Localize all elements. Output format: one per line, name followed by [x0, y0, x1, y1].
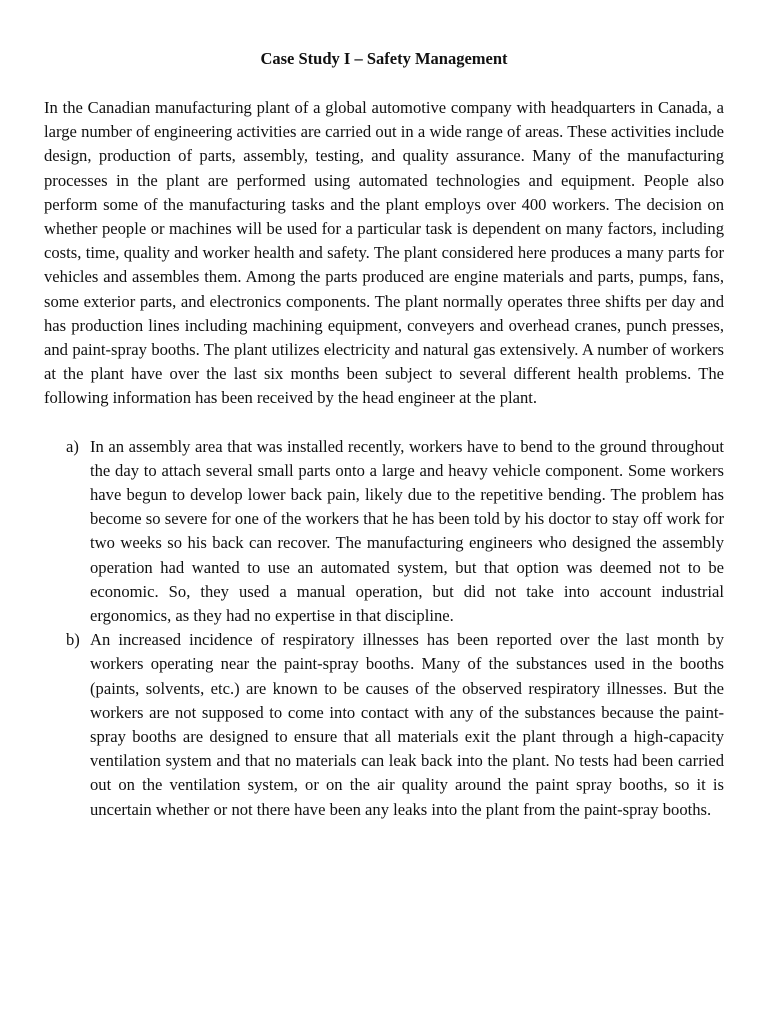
document-page — [44, 48, 724, 822]
list-item-text: In an assembly area that was installed recently, workers have to bend to the ground throughout the day to attach several small parts onto a large and heavy vehicle component. Some workers have begun to develop lower back pain, likely due to the repetitive bending. The problem has become so severe for one of the workers that he has been told by his doctor to stay off work for two weeks so his back can recover. The manufacturing engineers who designed the assembly operation had wanted to use an automated system, but that option was deemed not to be economic. So, they used a manual operation, but did not take into account industrial ergonomics, as they had no expertise in that discipline. — [90, 436, 724, 626]
case-list — [44, 435, 724, 822]
list-item-b — [44, 628, 724, 822]
document-title: Case Study I – Safety Management — [260, 49, 508, 68]
list-marker: a) — [66, 436, 79, 456]
list-marker: b) — [66, 630, 80, 650]
list-item-text: An increased incidence of respiratory illnesses has been reported over the last month by workers operating near the paint-spray booths. Many of the substances used in the booths (paints, solvents, etc.) are known to be causes of the observed respiratory illnesses. But the workers are not supposed to come into contact with any of the substances because the paint-spray booths are designed to ensure that all materials exit the plant through a high-capacity ventilation system and that no materials can leak back into the plant. No tests had been carried out on the ventilation system, or on the air quality around the paint spray booths, so it is uncertain whether or not there have been any leaks into the plant from the paint-spray booths. — [90, 630, 724, 819]
intro-paragraph: In the Canadian manufacturing plant of a global automotive company with headquarters in Canada, a large number of engineering activities are carried out in a wide range of areas. These activities include design, production of parts, assembly, testing, and quality assurance. Many of the manufacturing processes in the plant are performed using automated technologies and equipment. People also perform some of the manufacturing tasks and the plant employs over 400 workers. The decision on whether people or machines will be used for a particular task is dependent on many factors, including costs, time, quality and worker health and safety. The plant considered here produces a many parts for vehicles and assembles them. Among the parts produced are engine materials and parts, pumps, fans, some exterior parts, and electronics components. The plant normally operates three shifts per day and has production lines including machining equipment, conveyers and overhead cranes, punch presses, and paint-spray booths. The plant utilizes electricity and natural gas extensively. A number of workers at the plant have over the last six months been subject to several different health problems. The following information has been received by the head engineer at the plant. — [44, 98, 724, 408]
list-item-a — [44, 435, 724, 629]
